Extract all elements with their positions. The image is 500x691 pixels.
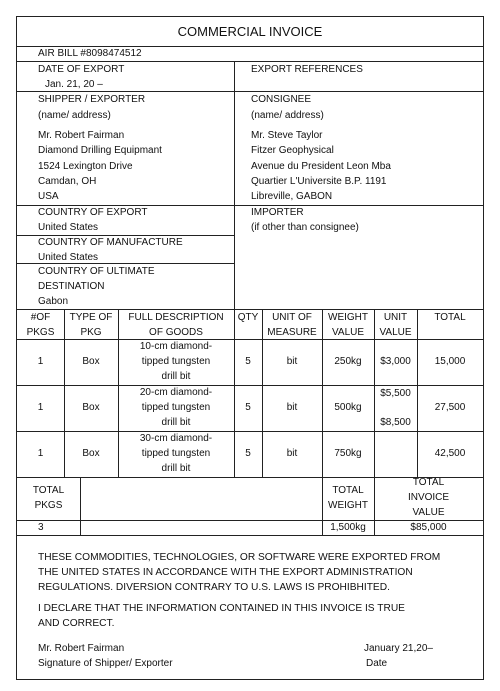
cell-qty: 5 — [245, 356, 251, 367]
consignee-sub: (name/ address) — [251, 110, 324, 121]
consignee-line: Fitzer Geophysical — [251, 145, 334, 156]
country-of-manufacture-label: COUNTRY OF MANUFACTURE — [38, 237, 183, 248]
shipper-line: Diamond Drilling Equipmant — [38, 145, 162, 156]
date-of-export-label: DATE OF EXPORT — [38, 64, 125, 75]
cell-unit: $8,500 — [380, 417, 411, 428]
header-uom: MEASURE — [267, 327, 317, 338]
header-weight: VALUE — [331, 327, 365, 338]
cell-desc: tipped tungsten — [141, 448, 211, 459]
total-invoice-label: TOTAL — [412, 477, 445, 488]
header-desc: FULL DESCRIPTION — [128, 312, 224, 323]
consignee-line: Avenue du President Leon Mba — [251, 161, 391, 172]
shipper-label: SHIPPER / EXPORTER — [38, 94, 146, 105]
cell-weight: 500kg — [334, 402, 362, 413]
header-pkgs: #OF — [30, 312, 51, 323]
total-pkgs-label: PKGS — [34, 500, 63, 511]
cell-weight: 250kg — [334, 356, 362, 367]
date-of-export-value: Jan. 21, 20 – — [45, 79, 103, 90]
cell-pkgs: 1 — [37, 356, 44, 367]
header-total: TOTAL — [434, 312, 466, 323]
export-statement: THESE COMMODITIES, TECHNOLOGIES, OR SOFTWARE WERE EXPORTED FROM — [38, 552, 441, 563]
cell-desc: 30-cm diamond- — [139, 433, 213, 444]
cell-desc: drill bit — [161, 463, 191, 474]
header-type: PKG — [80, 327, 102, 338]
header-unit: UNIT — [383, 312, 408, 323]
cell-desc: drill bit — [161, 371, 191, 382]
cell-type: Box — [82, 356, 100, 367]
air-bill-number: AIR BILL #8098474512 — [38, 48, 142, 59]
header-uom: UNIT OF — [272, 312, 312, 323]
declaration: AND CORRECT. — [38, 618, 115, 629]
header-type: TYPE OF — [69, 312, 113, 323]
importer-label: IMPORTER — [251, 207, 304, 218]
invoice-title: COMMERCIAL INVOICE — [177, 24, 323, 39]
export-references-label: EXPORT REFERENCES — [251, 64, 363, 75]
total-weight-label: TOTAL — [332, 485, 364, 496]
header-desc: OF GOODS — [149, 327, 203, 338]
cell-type: Box — [82, 402, 100, 413]
cell-total: 15,000 — [434, 356, 466, 367]
cell-qty: 5 — [245, 402, 251, 413]
total-invoice-label: INVOICE — [407, 492, 450, 503]
shipper-line: USA — [38, 191, 59, 202]
cell-pkgs: 1 — [37, 402, 44, 413]
cell-unit: $5,500 — [380, 388, 411, 399]
signature-name: Mr. Robert Fairman — [38, 643, 125, 654]
cell-desc: 10-cm diamond- — [139, 341, 213, 352]
cell-desc: drill bit — [161, 417, 191, 428]
destination-value: Gabon — [38, 296, 69, 307]
header-weight: WEIGHT — [328, 312, 368, 323]
cell-desc: 20-cm diamond- — [139, 387, 213, 398]
commercial-invoice — [16, 16, 484, 680]
declaration: I DECLARE THAT THE INFORMATION CONTAINED IN THIS INVOICE IS TRUE — [38, 603, 405, 614]
total-pkgs-value: 3 — [38, 522, 44, 533]
cell-total: 27,500 — [434, 402, 466, 413]
total-pkgs-label: TOTAL — [32, 485, 65, 496]
shipper-line: Camdan, OH — [38, 176, 97, 187]
cell-total: 42,500 — [434, 448, 466, 459]
date-value: January 21,20– — [364, 643, 433, 654]
destination-label: COUNTRY OF ULTIMATE — [38, 266, 155, 277]
cell-desc: tipped tungsten — [141, 356, 211, 367]
export-statement: THE UNITED STATES IN ACCORDANCE WITH THE EXPORT ADMINISTRATION — [38, 567, 413, 578]
cell-uom: bit — [286, 448, 298, 459]
signature-label: Signature of Shipper/ Exporter — [38, 658, 173, 669]
rule — [17, 535, 483, 536]
cell-uom: bit — [286, 356, 298, 367]
destination-label: DESTINATION — [38, 281, 105, 292]
consignee-label: CONSIGNEE — [251, 94, 312, 105]
consignee-line: Mr. Steve Taylor — [251, 130, 323, 141]
cell-uom: bit — [286, 402, 298, 413]
consignee-line: Quartier L'Universite B.P. 1191 — [251, 176, 387, 187]
rule — [17, 431, 483, 432]
cell-pkgs: 1 — [37, 448, 44, 459]
rule — [234, 61, 235, 309]
cell-qty: 5 — [245, 448, 251, 459]
cell-weight: 750kg — [334, 448, 362, 459]
export-statement: REGULATIONS. DIVERSION CONTRARY TO U.S. LAWS IS PROHIBHITED. — [38, 582, 390, 593]
cell-desc: tipped tungsten — [141, 402, 211, 413]
header-unit: VALUE — [379, 327, 412, 338]
rule — [80, 477, 81, 535]
total-invoice-value: $85,000 — [410, 522, 447, 533]
cell-type: Box — [82, 448, 100, 459]
country-of-manufacture-value: United States — [38, 252, 99, 263]
total-invoice-label: VALUE — [412, 507, 445, 518]
importer-sub: (if other than consignee) — [251, 222, 359, 233]
header-pkgs: PKGS — [26, 327, 55, 338]
total-weight-label: WEIGHT — [328, 500, 368, 511]
date-label: Date — [366, 658, 388, 669]
shipper-sub: (name/ address) — [38, 110, 111, 121]
cell-unit: $3,000 — [380, 356, 411, 367]
header-qty: QTY — [237, 312, 259, 323]
country-of-export-value: United States — [38, 222, 99, 233]
total-weight-value: 1,500kg — [330, 522, 366, 533]
shipper-line: Mr. Robert Fairman — [38, 130, 125, 141]
consignee-line: Libreville, GABON — [251, 191, 333, 202]
country-of-export-label: COUNTRY OF EXPORT — [38, 207, 148, 218]
shipper-line: 1524 Lexington Drive — [38, 161, 133, 172]
